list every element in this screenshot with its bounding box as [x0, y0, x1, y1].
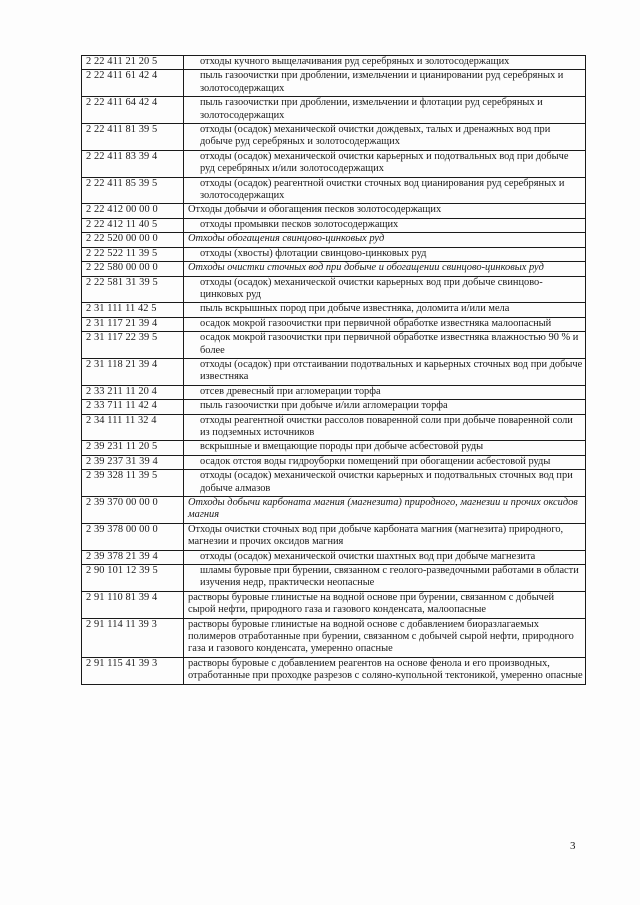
table-row	[82, 262, 586, 276]
table-row	[82, 70, 586, 97]
waste-code-cell: 2 34 111 11 32 4	[82, 414, 184, 441]
waste-code-cell: 2 39 328 11 39 5	[82, 470, 184, 497]
waste-code-cell: 2 33 211 11 20 4	[82, 385, 184, 399]
waste-name-cell: пыль газоочистки при дроблении, измельчении и флотации руд серебряных и золотосодержащих	[184, 97, 586, 124]
waste-code-cell: 2 39 237 31 39 4	[82, 455, 184, 469]
waste-code-cell: 2 91 115 41 39 3	[82, 657, 184, 684]
table-row	[82, 550, 586, 564]
waste-name-cell: отходы (осадок) механической очистки шахтных вод при добыче магнезита	[184, 550, 586, 564]
table-row	[82, 618, 586, 657]
waste-name-cell: пыль газоочистки при добыче и/или агломерации торфа	[184, 400, 586, 414]
waste-code-cell: 2 22 411 85 39 5	[82, 177, 184, 204]
table-row	[82, 218, 586, 232]
waste-code-cell: 2 22 412 11 40 5	[82, 218, 184, 232]
waste-catalog-table	[81, 55, 586, 685]
waste-name-cell: осадок мокрой газоочистки при первичной обработке известняка влажностью 90 % и более	[184, 332, 586, 359]
waste-name-cell: отходы промывки песков золотосодержащих	[184, 218, 586, 232]
waste-code-cell: 2 22 520 00 00 0	[82, 233, 184, 247]
waste-name-cell: вскрышные и вмещающие породы при добыче асбестовой руды	[184, 441, 586, 455]
waste-code-cell: 2 22 522 11 39 5	[82, 247, 184, 261]
table-row	[82, 247, 586, 261]
table-row	[82, 150, 586, 177]
waste-name-cell: отсев древесный при агломерации торфа	[184, 385, 586, 399]
waste-name-cell: пыль газоочистки при дроблении, измельчении и цианировании руд серебряных и золотосодержащих	[184, 70, 586, 97]
table-row	[82, 358, 586, 385]
waste-code-cell: 2 91 110 81 39 4	[82, 591, 184, 618]
waste-name-cell: Отходы очистки сточных вод при добыче карбоната магния (магнезита) природного, магнезии и прочих оксидов магния	[184, 523, 586, 550]
table-row	[82, 470, 586, 497]
page-number: 3	[570, 840, 576, 852]
waste-name-cell: отходы кучного выщелачивания руд серебряных и золотосодержащих	[184, 56, 586, 70]
table-row	[82, 385, 586, 399]
table-row	[82, 441, 586, 455]
waste-code-cell: 2 31 111 11 42 5	[82, 303, 184, 317]
waste-name-cell: осадок отстоя воды гидроуборки помещений при обогащении асбестовой руды	[184, 455, 586, 469]
waste-name-cell: растворы буровые глинистые на водной основе при бурении, связанном с добычей сырой нефти, природного газа и газового конденсата, малоопасные	[184, 591, 586, 618]
waste-code-cell: 2 22 411 64 42 4	[82, 97, 184, 124]
table-row	[82, 204, 586, 218]
waste-code-cell: 2 22 411 81 39 5	[82, 124, 184, 151]
waste-name-cell: отходы (осадок) механической очистки карьерных и подотвальных сточных вод при добыче алмазов	[184, 470, 586, 497]
table-row	[82, 233, 586, 247]
waste-code-cell: 2 91 114 11 39 3	[82, 618, 184, 657]
table-row	[82, 591, 586, 618]
table-row	[82, 303, 586, 317]
waste-name-cell: отходы (осадок) механической очистки карьерных вод при добыче свинцово-цинковых руд	[184, 276, 586, 303]
waste-code-cell: 2 39 370 00 00 0	[82, 497, 184, 524]
waste-code-cell: 2 22 411 21 20 5	[82, 56, 184, 70]
waste-code-cell: 2 39 231 11 20 5	[82, 441, 184, 455]
waste-code-cell: 2 90 101 12 39 5	[82, 565, 184, 592]
waste-code-cell: 2 39 378 21 39 4	[82, 550, 184, 564]
waste-code-cell: 2 31 117 21 39 4	[82, 317, 184, 331]
waste-name-cell: отходы (осадок) реагентной очистки сточных вод цианирования руд серебряных и золотосодержащих	[184, 177, 586, 204]
table-row	[82, 657, 586, 684]
table-row	[82, 332, 586, 359]
waste-code-cell: 2 22 580 00 00 0	[82, 262, 184, 276]
table-row	[82, 177, 586, 204]
waste-code-cell: 2 22 581 31 39 5	[82, 276, 184, 303]
waste-code-cell: 2 22 411 61 42 4	[82, 70, 184, 97]
table-row	[82, 455, 586, 469]
waste-name-cell: отходы (осадок) при отстаивании подотвальных и карьерных сточных вод при добыче известняка	[184, 358, 586, 385]
waste-name-cell: отходы реагентной очистки рассолов поваренной соли при добыче поваренной соли из подземных источников	[184, 414, 586, 441]
waste-name-cell: растворы буровые с добавлением реагентов на основе фенола и его производных, отработанные при проходке разрезов с соляно-купольной тектоникой, умеренно опасные	[184, 657, 586, 684]
table-row	[82, 317, 586, 331]
waste-name-cell: Отходы добычи карбоната магния (магнезита) природного, магнезии и прочих оксидов магния	[184, 497, 586, 524]
waste-name-cell: Отходы добычи и обогащения песков золотосодержащих	[184, 204, 586, 218]
table-row	[82, 56, 586, 70]
waste-code-cell: 2 22 412 00 00 0	[82, 204, 184, 218]
table-row	[82, 400, 586, 414]
table-row	[82, 565, 586, 592]
waste-name-cell: отходы (осадок) механической очистки карьерных и подотвальных вод при добыче руд серебряных и/или золотосодержащих	[184, 150, 586, 177]
waste-name-cell: отходы (осадок) механической очистки дождевых, талых и дренажных вод при добыче руд серебряных и золотосодержащих	[184, 124, 586, 151]
table-row	[82, 497, 586, 524]
waste-code-cell: 2 31 117 22 39 5	[82, 332, 184, 359]
waste-name-cell: растворы буровые глинистые на водной основе с добавлением биоразлагаемых полимеров отработанные при бурении, связанном с добычей сырой нефти, природного газа и газового конденсата, умеренно опасные	[184, 618, 586, 657]
waste-name-cell: отходы (хвосты) флотации свинцово-цинковых руд	[184, 247, 586, 261]
waste-code-cell: 2 22 411 83 39 4	[82, 150, 184, 177]
waste-code-cell: 2 33 711 11 42 4	[82, 400, 184, 414]
waste-name-cell: осадок мокрой газоочистки при первичной обработке известняка малоопасный	[184, 317, 586, 331]
waste-name-cell: шламы буровые при бурении, связанном с геолого-разведочными работами в области изучения недр, практически неопасные	[184, 565, 586, 592]
waste-code-cell: 2 39 378 00 00 0	[82, 523, 184, 550]
waste-name-cell: пыль вскрышных пород при добыче известняка, доломита и/или мела	[184, 303, 586, 317]
table-row	[82, 414, 586, 441]
table-row	[82, 97, 586, 124]
waste-code-cell: 2 31 118 21 39 4	[82, 358, 184, 385]
table-row	[82, 276, 586, 303]
table-row	[82, 523, 586, 550]
waste-name-cell: Отходы очистки сточных вод при добыче и обогащении свинцово-цинковых руд	[184, 262, 586, 276]
waste-name-cell: Отходы обогащения свинцово-цинковых руд	[184, 233, 586, 247]
table-row	[82, 124, 586, 151]
